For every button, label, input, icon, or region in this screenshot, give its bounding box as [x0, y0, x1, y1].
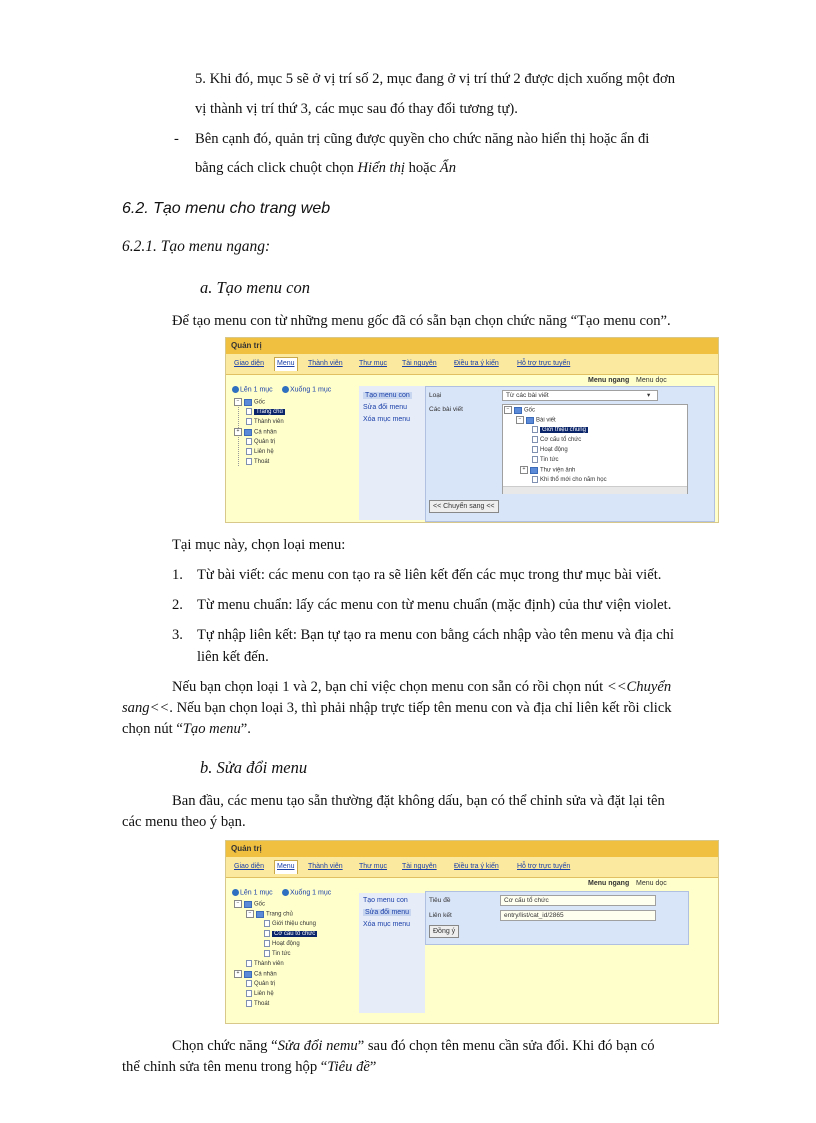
action-edit-menu[interactable]: Sửa đổi menu [365, 909, 409, 916]
link-label: Liên kết [429, 912, 452, 919]
tab-resources[interactable]: Tài nguyên [402, 360, 437, 367]
article-tree-item[interactable]: + Thư viện ảnh [520, 466, 575, 474]
move-up-link[interactable]: Lên 1 mục [232, 889, 273, 896]
paragraph-line: Tại mục này, chọn loại menu: [172, 537, 346, 553]
tree-item[interactable]: Liên hệ [246, 448, 274, 455]
text-run: bằng cách click chuột chọn [195, 160, 358, 176]
expand-icon[interactable]: + [520, 466, 528, 474]
tab-interface[interactable]: Giao diện [234, 360, 264, 367]
mode-vertical[interactable]: Menu dọc [636, 377, 667, 384]
list-number: 3. [172, 627, 183, 643]
page-icon [264, 950, 270, 957]
tab-menu[interactable]: Menu [274, 860, 298, 874]
folder-icon [244, 399, 252, 406]
list-item: Tự nhập liên kết: Bạn tự tạo ra menu con bằng cách nhập vào tên menu và địa chỉ [197, 627, 674, 643]
paragraph-line: chọn nút “Tạo menu”. [122, 721, 251, 737]
paragraph-line: thể chỉnh sửa tên menu trong hộp “Tiêu đề” [122, 1059, 377, 1075]
tab-support[interactable]: Hỗ trợ trực tuyến [517, 863, 571, 870]
admin-title: Quản trị [226, 841, 718, 857]
page-icon [264, 920, 270, 927]
move-up-link[interactable]: Lên 1 mục [232, 386, 273, 393]
action-delete-menu[interactable]: Xóa mục menu [363, 921, 411, 928]
tab-menu[interactable]: Menu [274, 357, 298, 371]
tab-members[interactable]: Thành viên [308, 863, 343, 870]
section-heading: 6.2. Tạo menu cho trang web [122, 200, 331, 217]
page-icon [532, 456, 538, 463]
tab-polls[interactable]: Điều tra ý kiến [454, 863, 499, 870]
tab-support[interactable]: Hỗ trợ trực tuyến [517, 360, 571, 367]
tree-item[interactable]: Thành viên [246, 418, 284, 425]
action-delete-menu[interactable]: Xóa mục menu [363, 416, 411, 423]
paragraph-line: Chọn chức năng “Sửa đổi nemu” sau đó chọn tên menu cần sửa đổi. Khi đó bạn có [172, 1038, 655, 1054]
article-tree-item[interactable]: − Bài viết [516, 416, 556, 424]
folder-icon [530, 467, 538, 474]
action-create-submenu[interactable]: Tạo menu con [363, 897, 408, 904]
list-item: Từ bài viết: các menu con tạo ra sẽ liên kết đến các mục trong thư mục bài viết. [197, 567, 662, 583]
screenshot-create-submenu [225, 337, 719, 523]
list-item: Từ menu chuẩn: lấy các menu con từ menu chuẩn (mặc định) của thư viện violet. [197, 597, 672, 613]
page-icon [246, 448, 252, 455]
bullet-line [195, 155, 456, 181]
page-icon [264, 930, 270, 937]
tab-folders[interactable]: Thư mục [359, 863, 388, 870]
folder-icon [244, 901, 252, 908]
page-icon [246, 980, 252, 987]
page-icon [264, 940, 270, 947]
chevron-down-icon[interactable]: ▾ [647, 392, 651, 399]
tab-folders[interactable]: Thư mục [359, 360, 388, 367]
paragraph-line: sang<<. Nếu bạn chọn loại 3, thì phải nhập trực tiếp tên menu con và địa chỉ liên kết rồi click [122, 700, 672, 716]
down-arrow-icon [282, 386, 289, 393]
tab-bar [226, 857, 718, 878]
move-over-button[interactable]: << Chuyển sang << [429, 500, 499, 513]
items-label: Các bài viết [429, 406, 463, 413]
page-icon [246, 418, 252, 425]
collapse-icon[interactable]: − [234, 900, 242, 908]
emphasis: Tiêu đề [327, 1059, 370, 1075]
type-select[interactable]: Từ các bài viết [502, 390, 658, 401]
text-run: hoặc [404, 160, 440, 176]
expand-icon[interactable]: + [234, 970, 242, 978]
move-down-link[interactable]: Xuống 1 mục [282, 889, 331, 896]
bullet-dash: - [174, 131, 179, 147]
tree-item[interactable]: Thoát [246, 1000, 269, 1007]
emphasis: Hiển thị [357, 160, 405, 176]
page-icon [532, 436, 538, 443]
article-tree-item[interactable]: Giới thiệu chung [532, 426, 588, 433]
mode-vertical[interactable]: Menu dọc [636, 880, 667, 887]
collapse-icon[interactable]: − [246, 910, 254, 918]
action-create-submenu[interactable]: Tạo menu con [365, 392, 410, 399]
tab-bar [226, 354, 718, 375]
paragraph-line: Để tạo menu con từ những menu gốc đã có sẵn bạn chọn chức năng “Tạo menu con”. [172, 313, 671, 329]
mode-horizontal[interactable]: Menu ngang [588, 880, 630, 887]
subsubsection-heading: b. Sửa đổi menu [200, 758, 308, 777]
tab-interface[interactable]: Giao diện [234, 863, 264, 870]
folder-icon [244, 429, 252, 436]
paragraph-line: Ban đầu, các menu tạo sẵn thường đặt không dấu, bạn có thể chỉnh sửa và đặt lại tên [172, 793, 665, 809]
title-field[interactable]: Cơ cấu tổ chức [500, 895, 656, 906]
emphasis: Ẩn [439, 160, 457, 176]
article-tree-root[interactable]: − Gốc [504, 406, 535, 414]
tab-resources[interactable]: Tài nguyên [402, 863, 437, 870]
horizontal-scrollbar[interactable] [503, 486, 687, 494]
paragraph-line: Nếu bạn chọn loại 1 và 2, bạn chỉ việc chọn menu con sẵn có rồi chọn nút <<Chuyển [172, 679, 672, 695]
collapse-icon[interactable]: − [516, 416, 524, 424]
tree-item[interactable]: Quản trị [246, 980, 275, 987]
tree-item[interactable]: Thành viên [246, 960, 284, 967]
subsubsection-heading: a. Tạo menu con [200, 278, 310, 297]
tree-root[interactable]: − Gốc [234, 900, 265, 908]
list-number: 1. [172, 567, 183, 583]
folder-icon [514, 407, 522, 414]
up-arrow-icon [232, 889, 239, 896]
screenshot-edit-menu [225, 840, 719, 1024]
tree-item[interactable]: Tin tức [264, 950, 290, 957]
tree-item[interactable]: Thoát [246, 458, 269, 465]
folder-icon [526, 417, 534, 424]
article-tree-item[interactable]: Tin tức [532, 456, 558, 463]
page-icon [246, 1000, 252, 1007]
agree-button[interactable]: Đồng ý [429, 925, 459, 938]
page-icon [246, 960, 252, 967]
tab-polls[interactable]: Điều tra ý kiến [454, 360, 499, 367]
collapse-icon[interactable]: − [234, 398, 242, 406]
article-tree-item[interactable]: Cơ cấu tổ chức [532, 436, 581, 443]
tree-item[interactable]: + Cá nhân [234, 970, 277, 978]
collapse-icon[interactable]: − [504, 406, 512, 414]
subsection-heading: 6.2.1. Tạo menu ngang: [122, 238, 271, 255]
article-tree-item[interactable]: Hoạt động [532, 446, 568, 453]
type-label: Loại [429, 392, 442, 399]
bullet-line: Bên cạnh đó, quản trị cũng được quyền cho chức năng nào hiển thị hoặc ẩn đi [195, 131, 650, 147]
mode-horizontal[interactable]: Menu ngang [588, 377, 630, 384]
tree-item[interactable]: Trang chủ [246, 408, 285, 415]
tree-item[interactable]: Quản trị [246, 438, 275, 445]
folder-icon [244, 971, 252, 978]
page-icon [246, 438, 252, 445]
paragraph-line: vị thành vị trí thứ 3, các mục sau đó thay đổi tương tự). [195, 101, 518, 117]
page-icon [246, 458, 252, 465]
article-tree-item[interactable]: Khi thổ mới cho năm học [532, 476, 607, 483]
tree-item[interactable]: Cơ cấu tổ chức [264, 930, 317, 937]
emphasis: Tạo menu [182, 721, 241, 737]
list-item: liên kết đến. [197, 649, 269, 665]
page-icon [532, 426, 538, 433]
emphasis: Sửa đổi nemu [277, 1038, 358, 1054]
tab-members[interactable]: Thành viên [308, 360, 343, 367]
emphasis: sang<< [122, 700, 170, 716]
emphasis: <<Chuyển [606, 679, 672, 695]
list-number: 2. [172, 597, 183, 613]
expand-icon[interactable]: + [234, 428, 242, 436]
tree-root[interactable]: − Gốc [234, 398, 265, 406]
tree-item[interactable]: + Cá nhân [234, 428, 277, 436]
link-field[interactable]: entry/list/cat_id/2865 [500, 910, 656, 921]
page-icon [532, 476, 538, 483]
up-arrow-icon [232, 386, 239, 393]
action-edit-menu[interactable]: Sửa đổi menu [363, 404, 407, 411]
tree-item[interactable]: − Trang chủ [246, 910, 293, 918]
page-icon [246, 408, 252, 415]
title-label: Tiêu đề [429, 897, 451, 904]
tree-item[interactable]: Liên hệ [246, 990, 274, 997]
admin-title: Quản trị [226, 338, 718, 354]
paragraph-line: 5. Khi đó, mục 5 sẽ ở vị trí số 2, mục đang ở vị trí thứ 2 được dịch xuống một đơn [195, 71, 675, 87]
move-down-link[interactable]: Xuống 1 mục [282, 386, 331, 393]
tree-item[interactable]: Hoạt động [264, 940, 300, 947]
page-icon [246, 990, 252, 997]
folder-icon [256, 911, 264, 918]
paragraph-line: các menu theo ý bạn. [122, 814, 246, 830]
tree-item[interactable]: Giới thiệu chung [264, 920, 316, 927]
page-icon [532, 446, 538, 453]
down-arrow-icon [282, 889, 289, 896]
